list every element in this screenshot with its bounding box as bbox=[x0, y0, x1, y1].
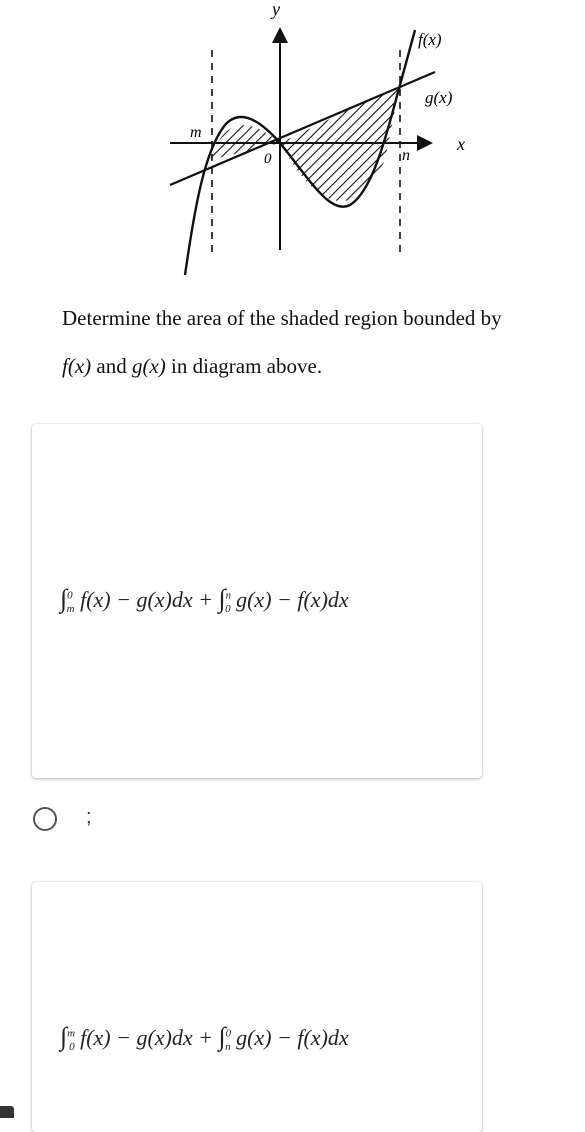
y-axis-label: y bbox=[272, 0, 280, 19]
question-and: and bbox=[91, 354, 132, 378]
question-line-1 bbox=[62, 306, 502, 331]
option-separator: ; bbox=[86, 806, 92, 828]
answer-option-2[interactable] bbox=[32, 882, 482, 1132]
question-line-2 bbox=[62, 354, 322, 379]
question-g: g(x) bbox=[131, 354, 166, 378]
m-label: m bbox=[190, 124, 202, 141]
option-2-term-a: f(x) − g(x)dx + bbox=[80, 1025, 219, 1050]
option-1-formula: ∫$^0_m$ f(x) − g(x)dx + ∫$^n_0$ g(x) − f(x)dx bbox=[60, 584, 349, 616]
option-2-formula: ∫$^m_0$ f(x) − g(x)dx + ∫$^0_n$ g(x) − f(x)dx bbox=[60, 1022, 349, 1054]
option-1-term-b: g(x) − f(x)dx bbox=[236, 587, 349, 612]
origin-label: 0 bbox=[264, 151, 272, 167]
n-label: n bbox=[402, 147, 410, 164]
g-label: g(x) bbox=[425, 88, 453, 107]
answer-option-1[interactable] bbox=[32, 424, 482, 778]
corner-marker bbox=[0, 1106, 14, 1118]
area-graph bbox=[160, 0, 480, 290]
f-label: f(x) bbox=[418, 30, 442, 49]
option-1-term-a: f(x) − g(x)dx + bbox=[80, 587, 219, 612]
answer-radio[interactable] bbox=[33, 807, 57, 831]
option-2-term-b: g(x) − f(x)dx bbox=[236, 1025, 349, 1050]
question-tail: in diagram above. bbox=[165, 354, 323, 378]
question-text: Determine the area of the shaded region bounded by bbox=[62, 306, 502, 330]
x-axis-label: x bbox=[457, 134, 465, 154]
question-f: f(x) bbox=[62, 354, 92, 378]
